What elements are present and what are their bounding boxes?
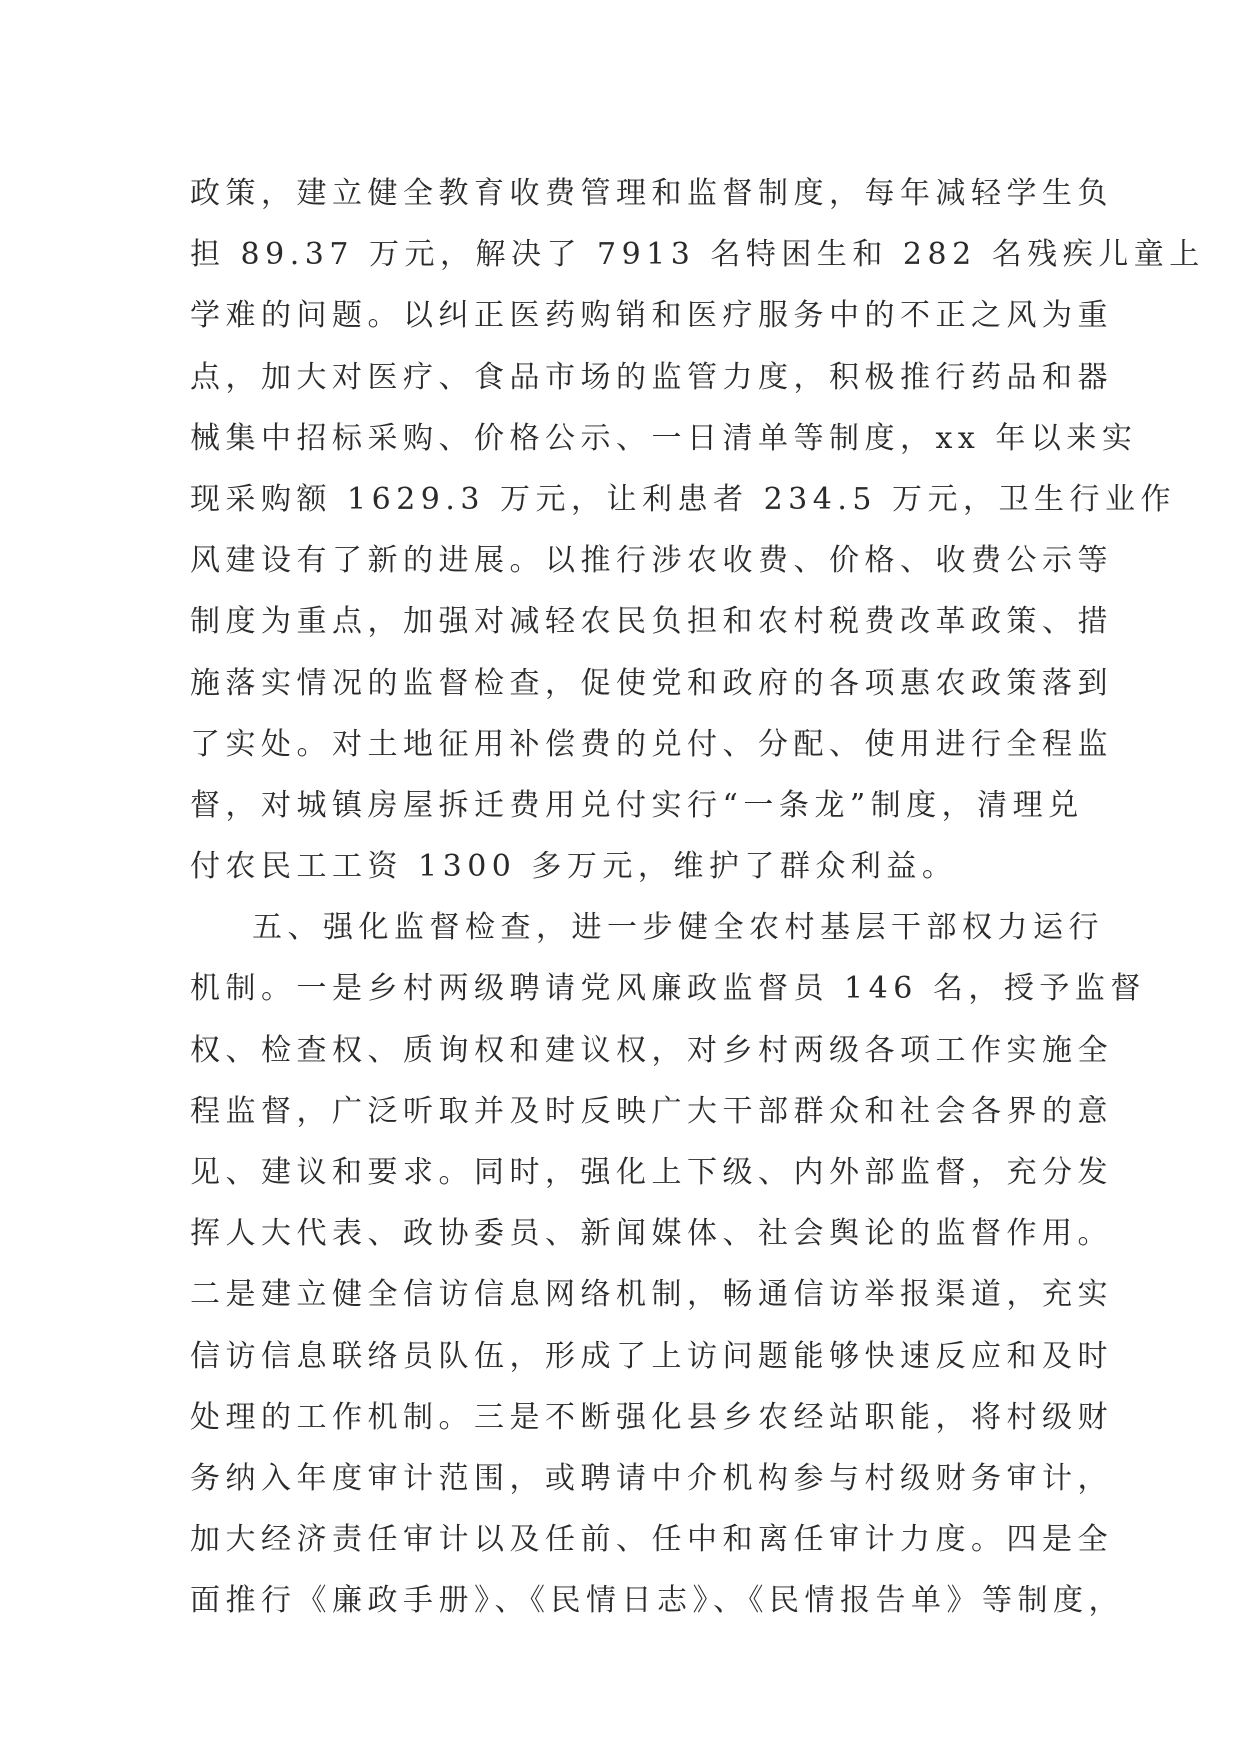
text-line: 风建设有了新的进展。以推行涉农收费、价格、收费公示等 [190,543,1113,579]
text-line: 械集中招标采购、价格公示、一日清单等制度，xx 年以来实 [190,420,1138,456]
text-line: 制度为重点，加强对减轻农民负担和农村税费改革政策、措 [190,604,1113,640]
text-line: 见、建议和要求。同时，强化上下级、内外部监督，充分发 [190,1155,1113,1190]
text-line: 督，对城镇房屋拆迁费用兑付实行“一条龙”制度，清理兑 [190,787,1084,823]
text-line: 施落实情况的监督检查，促使党和政府的各项惠农政策落到 [190,665,1113,701]
text-line: 点，加大对医疗、食品市场的监管力度，积极推行药品和器 [190,359,1113,395]
text-line: 加大经济责任审计以及任前、任中和离任审计力度。四是全 [190,1522,1113,1558]
text-line: 务纳入年度审计范围，或聘请中介机构参与村级财务审计， [190,1460,1113,1496]
text-line: 付农民工工资 1300 多万元，维护了群众利益。 [190,849,958,885]
text-line: 机制。一是乡村两级聘请党风廉政监督员 146 名，授予监督 [190,971,1146,1007]
text-line: 现采购额 1629.3 万元，让利患者 234.5 万元，卫生行业作 [190,481,1176,517]
text-line: 面推行《廉政手册》、《民情日志》、《民情报告单》等制度， [190,1583,1124,1619]
body-text [190,163,1205,1632]
text-line: 了实处。对土地征用补偿费的兑付、分配、使用进行全程监 [190,726,1113,762]
section-heading-line: 五、强化监督检查，进一步健全农村基层干部权力运行 [252,910,1104,946]
text-line: 二是建立健全信访信息网络机制，畅通信访举报渠道，充实 [190,1277,1113,1313]
text-line: 权、检查权、质询权和建议权，对乡村两级各项工作实施全 [190,1032,1113,1068]
text-line: 学难的问题。以纠正医药购销和医疗服务中的不正之风为重 [190,298,1113,334]
text-line: 担 89.37 万元，解决了 7913 名特困生和 282 名残疾儿童上 [190,237,1205,273]
text-line: 信访信息联络员队伍，形成了上访问题能够快速反应和及时 [190,1338,1113,1374]
text-line: 程监督，广泛听取并及时反映广大干部群众和社会各界的意 [190,1093,1113,1129]
text-line: 挥人大代表、政协委员、新闻媒体、社会舆论的监督作用。 [190,1216,1113,1252]
text-line: 政策，建立健全教育收费管理和监督制度，每年减轻学生负 [190,176,1113,211]
text-line: 处理的工作机制。三是不断强化县乡农经站职能，将村级财 [190,1399,1113,1435]
